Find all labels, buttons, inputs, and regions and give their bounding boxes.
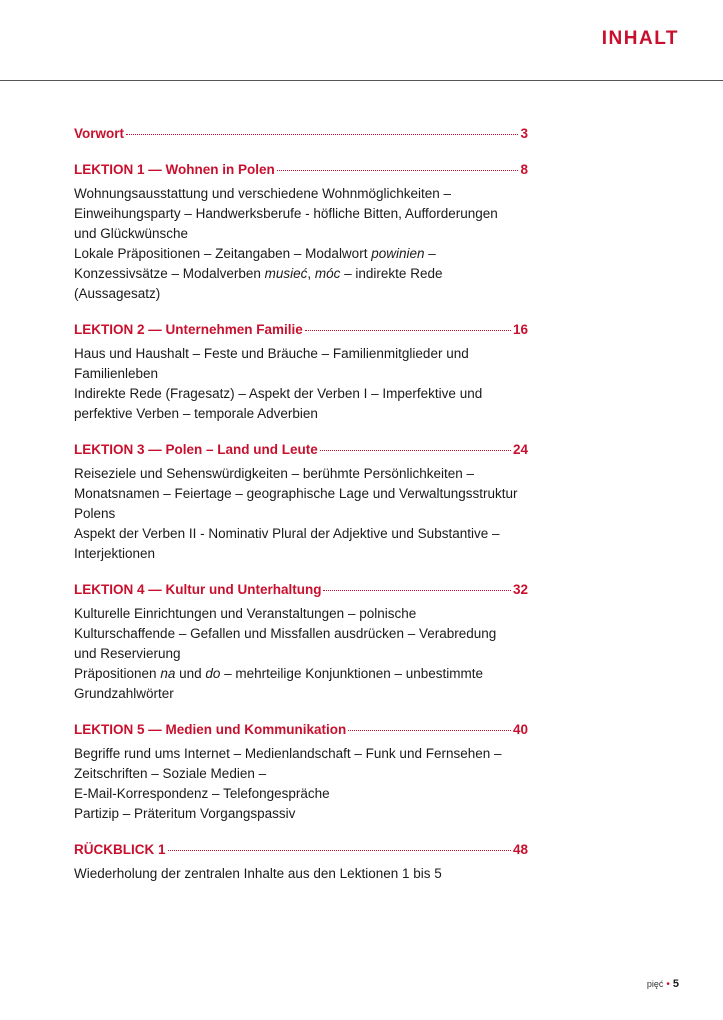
dot-leader xyxy=(168,850,511,851)
page-title: INHALT xyxy=(601,28,679,49)
toc-entry-title: Vorwort xyxy=(74,126,124,141)
description-line xyxy=(74,864,528,884)
toc-entry-heading[interactable] xyxy=(74,126,528,144)
dot-leader xyxy=(277,170,519,171)
toc-entry-page: 3 xyxy=(520,126,528,141)
toc-entry-heading[interactable] xyxy=(74,322,528,340)
description-text: Wiederholung der zentralen Inhalte aus den Lektionen 1 bis 5 xyxy=(74,866,442,881)
dot-leader xyxy=(320,450,511,451)
description-line xyxy=(74,464,528,484)
toc-entry-page: 8 xyxy=(520,162,528,177)
toc-entry xyxy=(74,442,528,564)
description-text: – mehrteilige Konjunktionen – unbestimmte xyxy=(220,666,484,681)
italic-term: do xyxy=(205,666,221,681)
description-text: E-Mail-Korrespondenz – Telefongespräche xyxy=(74,786,330,801)
description-text: und Reservierung xyxy=(74,646,181,661)
description-text: Kulturelle Einrichtungen und Veranstaltungen – polnische xyxy=(74,606,417,621)
toc-entry-page: 40 xyxy=(512,722,528,737)
description-line xyxy=(74,184,528,204)
description-text: (Aussagesatz) xyxy=(74,286,161,301)
description-line xyxy=(74,784,528,804)
page-footer xyxy=(647,978,679,990)
description-line xyxy=(74,504,528,524)
toc-entry-description xyxy=(74,744,528,824)
toc-entry-heading[interactable] xyxy=(74,582,528,600)
toc-entry-title: LEKTION 3 — Polen – Land und Leute xyxy=(74,442,318,457)
description-text: Reiseziele und Sehenswürdigkeiten – berühmte Persönlichkeiten – xyxy=(74,466,474,481)
italic-term: musieć xyxy=(264,266,308,281)
toc-entry-title: LEKTION 1 — Wohnen in Polen xyxy=(74,162,275,177)
description-text: Begriffe rund ums Internet – Medienlandschaft – Funk und Fernsehen – xyxy=(74,746,502,761)
toc-entry-heading[interactable] xyxy=(74,842,528,860)
description-text: Lokale Präpositionen – Zeitangaben – Modalwort xyxy=(74,246,372,261)
toc-entry-description xyxy=(74,184,528,304)
description-text: Kulturschaffende – Gefallen und Missfallen ausdrücken – Verabredung xyxy=(74,626,497,641)
toc-entry xyxy=(74,722,528,824)
toc-entry-page: 16 xyxy=(512,322,528,337)
toc-entry-heading[interactable] xyxy=(74,722,528,740)
description-line xyxy=(74,604,528,624)
description-text: Partizip – Präteritum Vorgangspassiv xyxy=(74,806,296,821)
description-line xyxy=(74,624,528,644)
description-line xyxy=(74,644,528,664)
description-text: Präpositionen xyxy=(74,666,161,681)
toc-entry xyxy=(74,322,528,424)
toc-entry-page: 24 xyxy=(512,442,528,457)
description-line xyxy=(74,764,528,784)
description-line xyxy=(74,404,528,424)
description-text: Indirekte Rede (Fragesatz) – Aspekt der Verben I – Imperfektive und xyxy=(74,386,483,401)
toc-entry-title: RÜCKBLICK 1 xyxy=(74,842,166,857)
description-line xyxy=(74,264,528,284)
description-text: Wohnungsausstattung und verschiedene Wohnmöglichkeiten – xyxy=(74,186,451,201)
description-line xyxy=(74,684,528,704)
header-divider xyxy=(0,80,723,81)
description-line xyxy=(74,664,528,684)
dot-leader xyxy=(323,590,510,591)
page-word: pięć xyxy=(646,979,664,989)
description-line xyxy=(74,244,528,264)
description-line xyxy=(74,804,528,824)
page-number: 5 xyxy=(672,978,679,990)
toc-entry-heading[interactable] xyxy=(74,442,528,460)
toc-entry-title: LEKTION 2 — Unternehmen Familie xyxy=(74,322,303,337)
italic-term: powinien xyxy=(371,246,425,261)
toc-entry-page: 48 xyxy=(512,842,528,857)
toc-entry-description xyxy=(74,344,528,424)
description-text: – xyxy=(424,246,436,261)
toc-entry-description xyxy=(74,464,528,564)
italic-term: móc xyxy=(314,266,341,281)
description-line xyxy=(74,204,528,224)
description-line xyxy=(74,284,528,304)
description-line xyxy=(74,344,528,364)
bullet-separator: • xyxy=(666,979,670,990)
description-line xyxy=(74,744,528,764)
description-text: und Glückwünsche xyxy=(74,226,189,241)
description-line xyxy=(74,484,528,504)
description-text: Einweihungsparty – Handwerksberufe - höfliche Bitten, Aufforderungen xyxy=(74,206,498,221)
description-text: Haus und Haushalt – Feste und Bräuche – Familienmitglieder und xyxy=(74,346,469,361)
description-line xyxy=(74,224,528,244)
description-line xyxy=(74,384,528,404)
toc-entry xyxy=(74,162,528,304)
description-text: und xyxy=(175,666,206,681)
description-text: Polens xyxy=(74,506,116,521)
dot-leader xyxy=(305,330,511,331)
description-text: Konzessivsätze – Modalverben xyxy=(74,266,265,281)
description-line xyxy=(74,544,528,564)
toc-entry-title: LEKTION 4 — Kultur und Unterhaltung xyxy=(74,582,322,597)
description-text: Familienleben xyxy=(74,366,159,381)
description-text: Interjektionen xyxy=(74,546,156,561)
description-text: Grundzahlwörter xyxy=(74,686,174,701)
description-text: Zeitschriften – Soziale Medien – xyxy=(74,766,267,781)
toc-entry-description xyxy=(74,864,528,884)
description-text: Aspekt der Verben II - Nominativ Plural der Adjektive und Substantive – xyxy=(74,526,500,541)
toc-entry-description xyxy=(74,604,528,704)
description-line xyxy=(74,364,528,384)
toc-entry xyxy=(74,842,528,884)
toc-entry-heading[interactable] xyxy=(74,162,528,180)
table-of-contents xyxy=(74,126,528,902)
description-text: , xyxy=(307,266,315,281)
toc-entry-title: LEKTION 5 — Medien und Kommunikation xyxy=(74,722,347,737)
description-text: Monatsnamen – Feiertage – geographische Lage und Verwaltungsstruktur xyxy=(74,486,518,501)
description-text: perfektive Verben – temporale Adverbien xyxy=(74,406,318,421)
description-line xyxy=(74,524,528,544)
toc-entry xyxy=(74,126,528,144)
dot-leader xyxy=(348,730,511,731)
dot-leader xyxy=(126,134,518,135)
italic-term: na xyxy=(160,666,176,681)
toc-entry xyxy=(74,582,528,704)
description-text: – indirekte Rede xyxy=(340,266,443,281)
toc-entry-page: 32 xyxy=(512,582,528,597)
